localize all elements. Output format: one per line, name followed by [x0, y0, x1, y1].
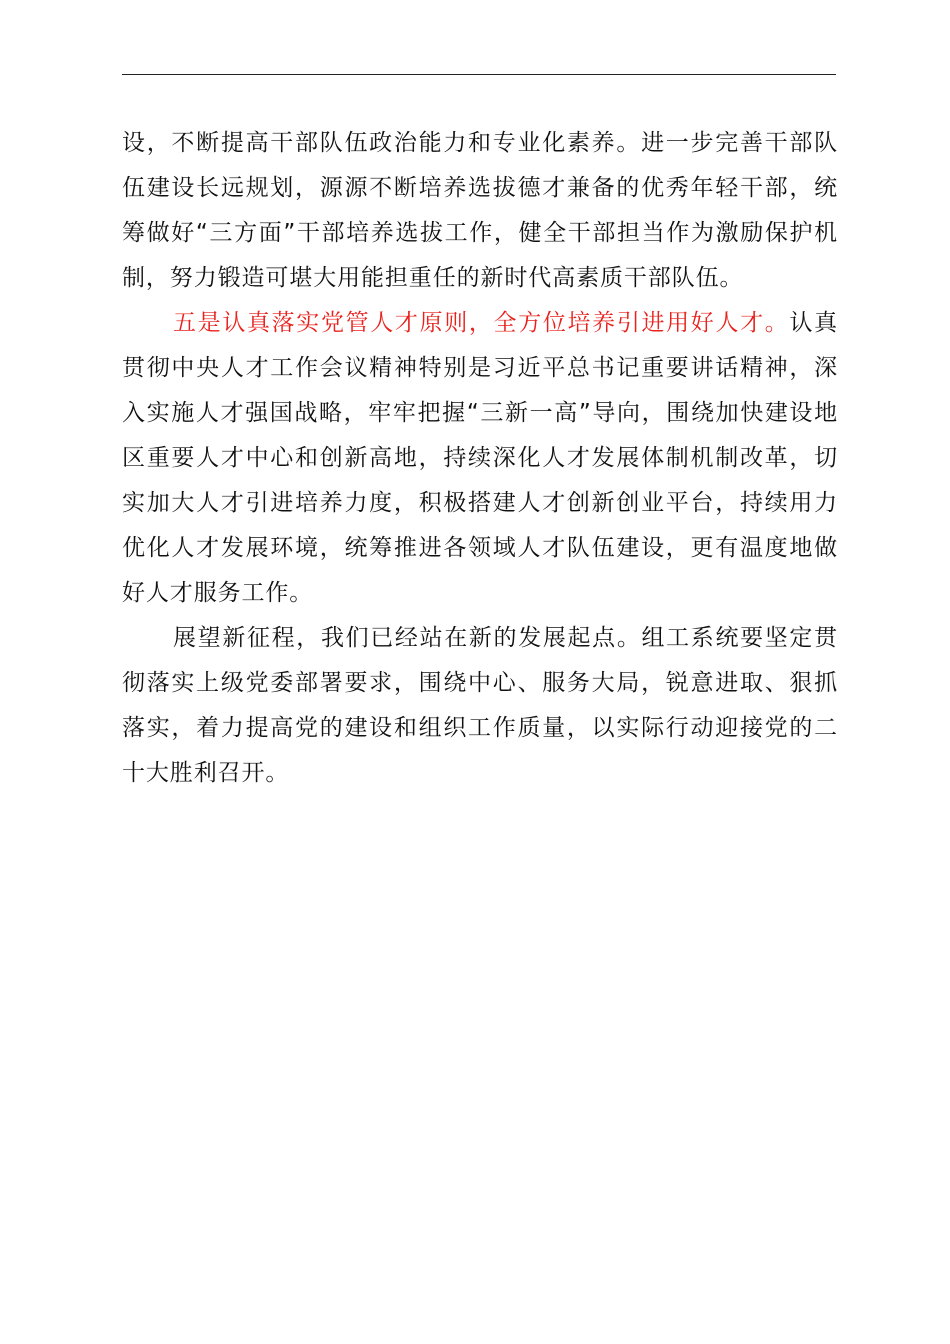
section-heading-talent: 五是认真落实党管人才原则，全方位培养引进用好人才。 [173, 310, 790, 336]
header-rule [122, 74, 836, 75]
paragraph-text: 设，不断提高干部队伍政治能力和专业化素养。进一步完善干部队伍建设长远规划，源源不断培养选拔德才兼备的优秀年轻干部，统筹做好“三方面”干部培养选拔工作，健全干部担当作为激励保护机制，努力锻造可堪大用能担重任的新时代高素质干部队伍。 [122, 130, 838, 291]
paragraph-text: 认真贯彻中央人才工作会议精神特别是习近平总书记重要讲话精神，深入实施人才强国战略，牢牢把握“三新一高”导向，围绕加快建设地区重要人才中心和创新高地，持续深化人才发展体制机制改革，切实加大人才引进培养力度，积极搭建人才创新创业平台，持续用力优化人才发展环境，统筹推进各领域人才队伍建设，更有温度地做好人才服务工作。 [122, 310, 838, 606]
paragraph-text: 展望新征程，我们已经站在新的发展起点。组工系统要坚定贯彻落实上级党委部署要求，围绕中心、服务大局，锐意进取、狠抓落实，着力提高党的建设和组织工作质量，以实际行动迎接党的二十大胜利召开。 [122, 625, 838, 786]
paragraph-talent [122, 301, 838, 616]
document-body [122, 121, 838, 796]
paragraph-outlook [122, 616, 838, 796]
paragraph-cadre-team [122, 121, 838, 301]
